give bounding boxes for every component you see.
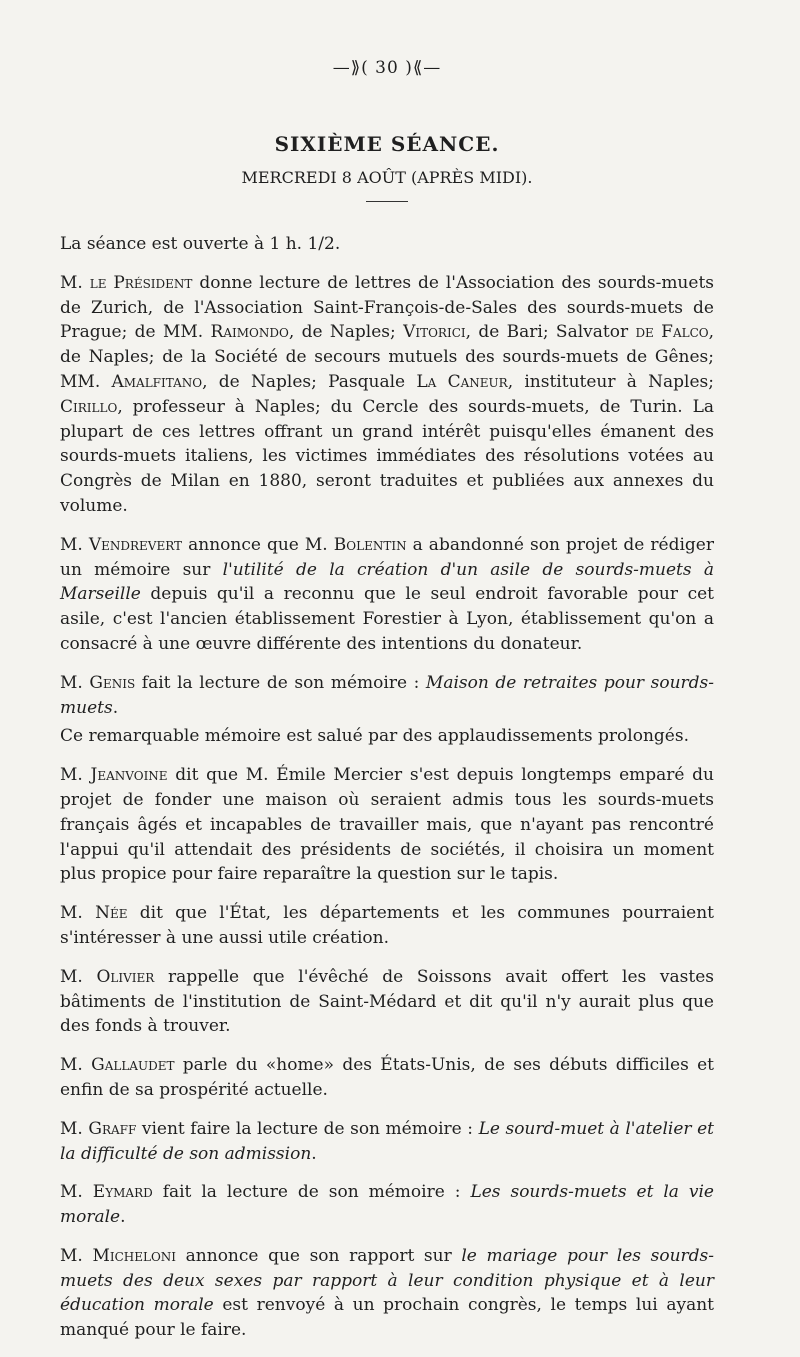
- person-name: de Falco: [635, 322, 709, 343]
- text-fragment: , de Naples; Pasquale: [202, 371, 417, 392]
- text-fragment: parle du «home» des États-Unis, de ses débuts difficiles et enfin de sa prospérité actuelle.: [60, 1055, 714, 1100]
- memoir-title: Les sourds-muets et la vie morale: [60, 1182, 714, 1228]
- speaker-name: Née: [95, 903, 128, 924]
- text-fragment: M.: [60, 534, 89, 555]
- text-fragment: M.: [60, 1182, 93, 1203]
- text-fragment: .: [112, 697, 119, 718]
- text-fragment: M.: [60, 672, 90, 693]
- speaker-name: Graff: [88, 1118, 137, 1139]
- text-fragment: , de Naples;: [288, 322, 404, 343]
- text-fragment: a abandonné son projet de rédiger un mémoire sur: [60, 534, 714, 580]
- report-title: le mariage pour les sourds-muets des deux sexes par rapport à leur condition physique et à leur éducation morale: [60, 1245, 715, 1316]
- text-fragment: .: [120, 1207, 126, 1228]
- speaker-name: Genis: [89, 672, 136, 693]
- text-fragment: , instituteur à Naples;: [507, 371, 714, 392]
- text-fragment: est renvoyé à un prochain congrès, le temps lui ayant manqué pour le faire.: [60, 1295, 714, 1341]
- text-fragment: depuis qu'il a reconnu que le seul endroit favorable pour cet asile, c'est l'ancien établissement Forestier à Lyon, établissement qu'on a consacré à une œuvre différente des intentions du donateur.: [60, 584, 714, 654]
- graff-paragraph: [60, 1117, 714, 1167]
- text-fragment: vient faire la lecture de son mémoire :: [136, 1118, 479, 1139]
- page-number: —⟫( 30 )⟪—: [332, 58, 442, 78]
- president-paragraph: [60, 271, 714, 519]
- text-fragment: M.: [60, 1118, 89, 1139]
- text-fragment: , de Bari; Salvator: [465, 322, 636, 343]
- person-name: Raimondo: [210, 322, 289, 343]
- text-fragment: dit que l'État, les départements et les communes pourraient s'intéresser à une aussi utile création.: [60, 903, 714, 948]
- jeanvoine-paragraph: [60, 763, 714, 887]
- nee-paragraph: [60, 901, 714, 951]
- session-subtitle: MERCREDI 8 AOÛT (APRÈS MIDI).: [241, 168, 533, 187]
- olivier-paragraph: [60, 965, 714, 1039]
- person-name: Vitorici: [403, 322, 466, 343]
- person-name: Cirillo: [60, 396, 118, 417]
- eymard-paragraph: [60, 1180, 714, 1230]
- text-fragment: .: [311, 1143, 317, 1164]
- micheloni-paragraph: [60, 1244, 714, 1343]
- text-fragment: M.: [60, 1245, 93, 1266]
- genis-paragraph: [60, 671, 714, 721]
- vendrevert-paragraph: [60, 533, 714, 657]
- text-fragment: donne lecture de lettres de l'Association des sourds-muets de Zurich, de l'Association Saint-François-de-Sales des sourds-muets de Prague; de MM.: [60, 272, 715, 343]
- text-fragment: fait la lecture de son mémoire :: [152, 1182, 471, 1203]
- speaker-name: Eymard: [92, 1182, 153, 1203]
- text-fragment: M.: [60, 272, 90, 293]
- speaker-name: Jeanvoine: [90, 765, 168, 786]
- text-fragment: M.: [60, 966, 97, 987]
- memoir-title: Maison de retraites pour sourds-muets: [60, 672, 714, 718]
- text-fragment: dit que M. Émile Mercier s'est depuis longtemps emparé du projet de fonder une maison où seraient admis tous les sourds-muets français âgés et incapables de travailler mais, que n'ayant pas rencontré l'appui qu'il attendait des présidents de sociétés, il choisira un moment plus propice pour faire reparaître la question sur le tapis.: [60, 765, 714, 885]
- text-fragment: M.: [60, 765, 91, 786]
- speaker-name: Micheloni: [92, 1245, 177, 1266]
- document-page: [60, 58, 714, 1357]
- speaker-name: Gallaudet: [91, 1055, 175, 1076]
- speaker-name: Vendrevert: [88, 534, 183, 555]
- text-fragment: fait la lecture de son mémoire :: [135, 672, 426, 693]
- opening-paragraph: La séance est ouverte à 1 h. 1/2.: [60, 234, 341, 254]
- text-fragment: M.: [60, 903, 96, 924]
- session-title: SIXIÈME SÉANCE.: [274, 132, 500, 156]
- memoir-title: l'utilité de la création d'un asile de sourds-muets à Marseille: [60, 559, 714, 605]
- text-fragment: M.: [60, 1055, 92, 1076]
- gallaudet-paragraph: [60, 1053, 714, 1103]
- applause-paragraph: Ce remarquable mémoire est salué par des applaudissements prolongés.: [60, 726, 689, 747]
- title-rule: [366, 201, 408, 202]
- memoir-title: Le sourd-muet à l'atelier et la difficulté de son admission: [60, 1118, 714, 1164]
- text-fragment: , de Naples; de la Société de secours mutuels des sourds-muets de Gênes; MM.: [60, 322, 715, 392]
- speaker-name: Olivier: [96, 966, 155, 987]
- text-fragment: annonce que son rapport sur: [176, 1245, 462, 1266]
- person-name: Amalfitano: [111, 371, 203, 392]
- text-fragment: , professeur à Naples; du Cercle des sourds-muets, de Turin. La plupart de ces lettres offrant un grand intérêt puisqu'elles émanent des sourds-muets italiens, les victimes immédiates des résolutions votées au Congrès de Milan en 1880, seront traduites et publiées aux annexes du volume.: [60, 396, 714, 516]
- text-fragment: rappelle que l'évêché de Soissons avait offert les vastes bâtiments de l'institution de Saint-Médard et dit qu'il n'y aurait plus que des fonds à trouver.: [60, 966, 714, 1037]
- speaker-name: le Président: [89, 272, 193, 293]
- person-name: La Caneur: [416, 371, 508, 392]
- text-fragment: annonce que M.: [182, 534, 334, 555]
- person-name: Bolentin: [333, 534, 407, 555]
